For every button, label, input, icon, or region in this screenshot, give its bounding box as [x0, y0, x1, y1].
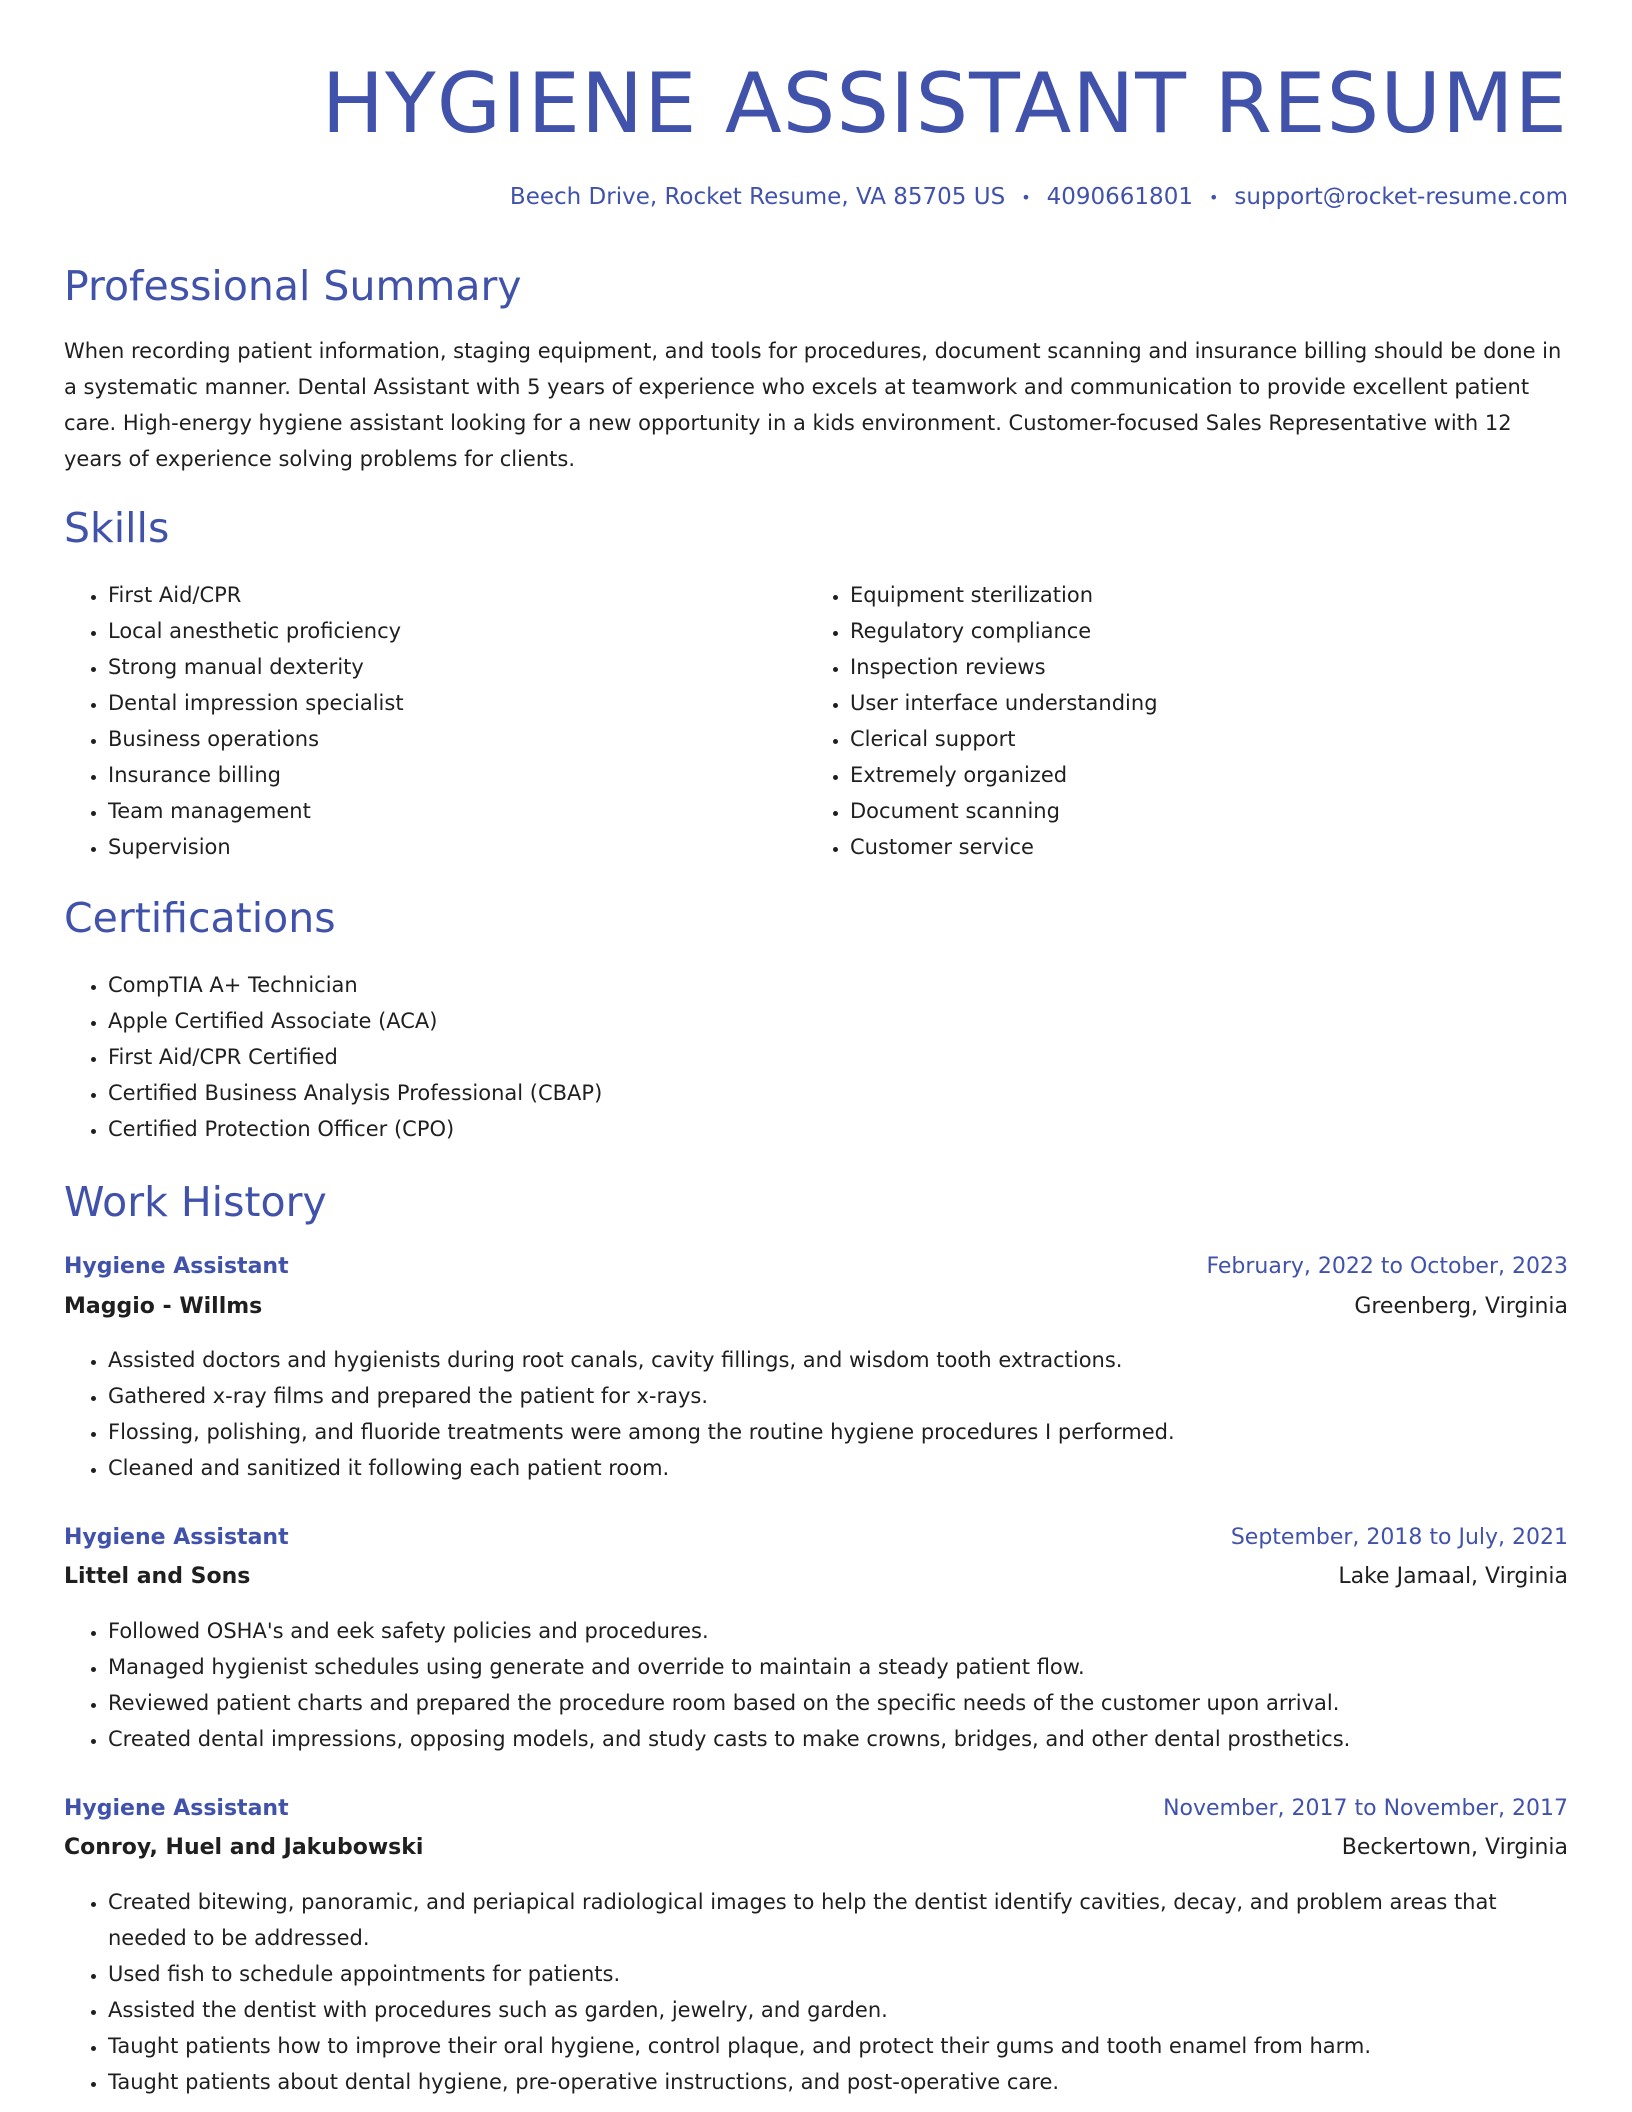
certification-item: • Certified Protection Officer (CPO) — [108, 1111, 1612, 1147]
job-company: Conroy, Huel and Jakubowski — [64, 1835, 424, 1860]
job-duties-list — [64, 1613, 1568, 1757]
job-employer — [64, 1833, 1568, 1863]
skill-item: • Strong manual dexterity — [108, 649, 808, 685]
job-duty: • Assisted the dentist with procedures such as garden, jewelry, and garden. — [108, 1992, 1568, 2028]
job-duties-list — [64, 1884, 1568, 2100]
certification-item: • Certified Business Analysis Professional (CBAP) — [108, 1075, 1612, 1111]
job-title: Hygiene Assistant — [64, 1254, 289, 1279]
contact-address: Beech Drive, Rocket Resume, VA 85705 US — [509, 184, 1006, 210]
work-history-heading: Work History — [64, 1178, 327, 1226]
skill-item: • Equipment sterilization — [850, 577, 1610, 613]
job-employer — [64, 1562, 1568, 1592]
contact-email: support@rocket-resume.com — [1234, 184, 1568, 210]
certifications-list — [64, 967, 1612, 1147]
job-header — [64, 1794, 1568, 1824]
contact-separator: • — [1208, 187, 1219, 207]
job-duty: • Taught patients how to improve their oral hygiene, control plaque, and protect their gums and tooth enamel from harm. — [108, 2028, 1568, 2064]
job-dates: February, 2022 to October, 2023 — [1206, 1254, 1568, 1279]
job-duty: • Assisted doctors and hygienists during root canals, cavity fillings, and wisdom tooth extractions. — [108, 1342, 1568, 1378]
skill-item: • Supervision — [108, 829, 808, 865]
skill-item: • Extremely organized — [850, 757, 1610, 793]
job-duty: • Taught patients about dental hygiene, pre-operative instructions, and post-operative care. — [108, 2064, 1568, 2100]
job-title: Hygiene Assistant — [64, 1525, 289, 1550]
skill-item: • Regulatory compliance — [850, 613, 1610, 649]
skill-item: • Local anesthetic proficiency — [108, 613, 808, 649]
certification-item: • Apple Certified Associate (ACA) — [108, 1003, 1612, 1039]
contact-line — [510, 182, 1568, 213]
resume-title: HYGIENE ASSISTANT RESUME — [321, 55, 1568, 152]
skill-item: • Insurance billing — [108, 757, 808, 793]
contact-phone: 4090661801 — [1046, 184, 1193, 210]
job-duties-list — [64, 1342, 1568, 1486]
skill-item: • Clerical support — [850, 721, 1610, 757]
skill-item: • First Aid/CPR — [108, 577, 808, 613]
job-header — [64, 1523, 1568, 1553]
certifications-heading: Certifications — [64, 894, 336, 942]
skill-item: • Dental impression specialist — [108, 685, 808, 721]
skill-item: • Business operations — [108, 721, 808, 757]
skills-heading: Skills — [64, 504, 170, 552]
job-duty: • Used fish to schedule appointments for patients. — [108, 1956, 1568, 1992]
skill-item: • Document scanning — [850, 793, 1610, 829]
job-header — [64, 1252, 1568, 1282]
skill-item: • Customer service — [850, 829, 1610, 865]
job-location: Lake Jamaal, Virginia — [1338, 1564, 1568, 1589]
contact-separator: • — [1021, 187, 1031, 207]
job-duty: • Managed hygienist schedules using generate and override to maintain a steady patient flow. — [108, 1649, 1568, 1685]
job-duty: • Followed OSHA's and eek safety policies and procedures. — [108, 1613, 1568, 1649]
job-duty: • Flossing, polishing, and fluoride treatments were among the routine hygiene procedures I performed. — [108, 1414, 1568, 1450]
job-dates: November, 2017 to November, 2017 — [1163, 1796, 1568, 1821]
job-company: Littel and Sons — [64, 1564, 251, 1589]
job-duty: • Created dental impressions, opposing models, and study casts to make crowns, bridges, and other dental prosthetics. — [108, 1721, 1568, 1757]
certification-item: • First Aid/CPR Certified — [108, 1039, 1612, 1075]
skills-list-left — [64, 577, 808, 865]
summary-text: When recording patient information, staging equipment, and tools for procedures, document scanning and insurance billing should be done in a systematic manner. Dental Assistant with 5 years of experience who excels at teamwork and communication to provide excellent patient care. High-energy hygiene assistant looking for a new opportunity in a kids environment. Customer-focused Sales Representative with 12 years of experience solving problems for clients. — [64, 339, 1562, 471]
job-location: Greenberg, Virginia — [1354, 1294, 1568, 1319]
job-dates: September, 2018 to July, 2021 — [1230, 1525, 1568, 1550]
job-title: Hygiene Assistant — [64, 1796, 289, 1821]
job-duty: • Reviewed patient charts and prepared the procedure room based on the specific needs of the customer upon arrival. — [108, 1685, 1568, 1721]
skill-item: • Team management — [108, 793, 808, 829]
job-employer — [64, 1292, 1568, 1322]
job-duty: • Cleaned and sanitized it following each patient room. — [108, 1450, 1568, 1486]
certification-item: • CompTIA A+ Technician — [108, 967, 1612, 1003]
skill-item: • Inspection reviews — [850, 649, 1610, 685]
summary-heading: Professional Summary — [64, 262, 522, 310]
job-company: Maggio - Willms — [64, 1294, 263, 1319]
job-duty: • Gathered x-ray films and prepared the patient for x-rays. — [108, 1378, 1568, 1414]
skill-item: • User interface understanding — [850, 685, 1610, 721]
job-location: Beckertown, Virginia — [1341, 1835, 1568, 1860]
job-duty: • Created bitewing, panoramic, and periapical radiological images to help the dentist identify cavities, decay, and problem areas that needed to be addressed. — [108, 1884, 1568, 1956]
skills-list-right — [806, 577, 1610, 865]
